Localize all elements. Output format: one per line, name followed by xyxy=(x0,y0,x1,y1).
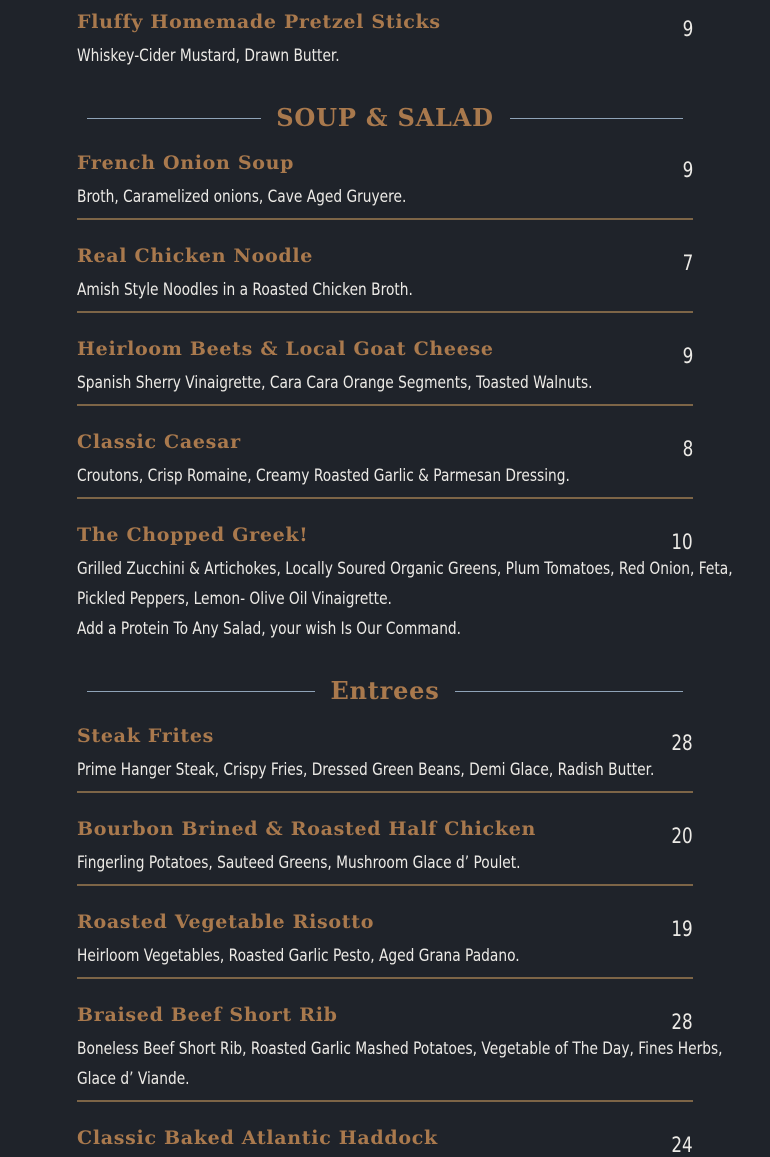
item-description xyxy=(77,275,701,305)
item-name: Roasted Vegetable Risotto xyxy=(77,911,375,933)
item-price: 9 xyxy=(682,17,693,41)
item-description-line: Fingerling Potatoes, Sauteed Greens, Mushroom Glace d’ Poulet. xyxy=(77,853,521,873)
item-price: 8 xyxy=(682,437,693,461)
item-description xyxy=(77,41,701,71)
menu-item xyxy=(77,1004,723,1102)
item-description-line: Whiskey-Cider Mustard, Drawn Butter. xyxy=(77,46,340,66)
item-description-line: Glace d’ Viande. xyxy=(77,1069,190,1089)
item-price: 20 xyxy=(671,824,693,848)
item-divider xyxy=(77,791,693,793)
item-price: 28 xyxy=(671,731,693,755)
item-price: 9 xyxy=(682,344,693,368)
item-name: Braised Beef Short Rib xyxy=(77,1004,338,1026)
menu-item xyxy=(77,338,693,406)
menu-item xyxy=(77,245,693,313)
item-divider xyxy=(77,311,693,313)
menu-item xyxy=(77,152,693,220)
item-description xyxy=(77,368,701,398)
item-divider xyxy=(77,497,693,499)
item-price: 19 xyxy=(671,917,693,941)
item-price: 7 xyxy=(682,251,693,275)
item-description-line: Add a Protein To Any Salad, your wish Is Our Command. xyxy=(77,619,462,639)
section-heading-soup-salad xyxy=(87,100,683,136)
item-name: Steak Frites xyxy=(77,725,215,747)
item-price: 24 xyxy=(671,1133,693,1157)
item-name: Classic Caesar xyxy=(77,431,241,453)
item-description-line: Spanish Sherry Vinaigrette, Cara Cara Orange Segments, Toasted Walnuts. xyxy=(77,373,593,393)
item-divider xyxy=(77,218,693,220)
item-name: The Chopped Greek! xyxy=(77,524,309,546)
item-description-line: Boneless Beef Short Rib, Roasted Garlic Mashed Potatoes, Vegetable of The Day, Fines Herbs, xyxy=(77,1039,723,1059)
item-description-line: Prime Hanger Steak, Crispy Fries, Dressed Green Beans, Demi Glace, Radish Butter. xyxy=(77,760,655,780)
section-title: SOUP & SALAD xyxy=(276,103,494,132)
item-description xyxy=(77,848,701,878)
item-divider xyxy=(77,404,693,406)
item-description-line: Pickled Peppers, Lemon- Olive Oil Vinaigrette. xyxy=(77,589,392,609)
item-divider xyxy=(77,977,693,979)
menu-item xyxy=(77,725,693,793)
menu-item xyxy=(77,431,693,499)
item-description xyxy=(77,941,701,971)
section-heading-entrees xyxy=(87,673,683,709)
item-name: Fluffy Homemade Pretzel Sticks xyxy=(77,11,441,33)
menu-item xyxy=(77,11,693,75)
item-description-line: Grilled Zucchini & Artichokes, Locally Soured Organic Greens, Plum Tomatoes, Red Onion, Feta, xyxy=(77,559,733,579)
item-name: Heirloom Beets & Local Goat Cheese xyxy=(77,338,494,360)
item-description-line: Broth, Caramelized onions, Cave Aged Gruyere. xyxy=(77,187,407,207)
item-description xyxy=(77,1034,723,1094)
item-description xyxy=(77,461,701,491)
item-name: Real Chicken Noodle xyxy=(77,245,314,267)
section-rule-right xyxy=(455,691,683,692)
item-price: 10 xyxy=(671,530,693,554)
item-description-line: Amish Style Noodles in a Roasted Chicken Broth. xyxy=(77,280,413,300)
item-description xyxy=(77,755,701,785)
item-name: French Onion Soup xyxy=(77,152,295,174)
item-price: 9 xyxy=(682,158,693,182)
menu-item xyxy=(77,1127,693,1157)
menu-item xyxy=(77,911,693,979)
section-title: Entrees xyxy=(330,676,440,705)
item-name: Bourbon Brined & Roasted Half Chicken xyxy=(77,818,536,840)
section-rule-right xyxy=(510,118,683,119)
item-name: Classic Baked Atlantic Haddock xyxy=(77,1127,438,1149)
item-description-line: Heirloom Vegetables, Roasted Garlic Pesto, Aged Grana Padano. xyxy=(77,946,520,966)
item-divider xyxy=(77,884,693,886)
menu-item xyxy=(77,524,733,648)
item-divider xyxy=(77,1100,693,1102)
menu-item xyxy=(77,818,693,886)
item-description-line: Croutons, Crisp Romaine, Creamy Roasted Garlic & Parmesan Dressing. xyxy=(77,466,570,486)
item-description xyxy=(77,182,701,212)
item-price: 28 xyxy=(671,1010,693,1034)
item-description xyxy=(77,554,733,644)
